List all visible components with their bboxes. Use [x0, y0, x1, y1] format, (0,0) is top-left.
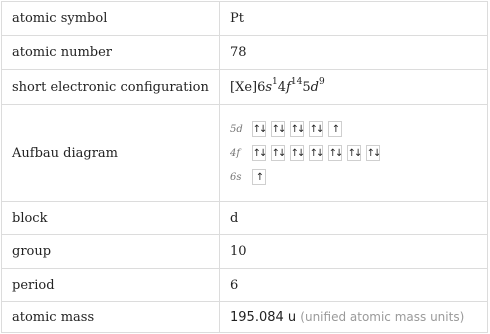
config-e: 9 [318, 77, 325, 88]
table-row [2, 36, 488, 70]
config-n: 4 [277, 79, 287, 95]
config-n: 6 [257, 79, 266, 95]
row-label: period [2, 269, 220, 302]
table-row [2, 235, 488, 269]
orbital-box: ↑↓ [252, 145, 266, 161]
element-properties-table [1, 1, 488, 333]
orbital-box: ↑↓ [366, 145, 380, 161]
atomic-mass-unit: (unified atomic mass units) [300, 309, 465, 324]
aufbau-orbitals [230, 117, 487, 189]
orbital-box: ↑↓ [347, 145, 361, 161]
orbital-row [230, 117, 487, 141]
row-label: group [2, 235, 220, 269]
aufbau-diagram [220, 105, 488, 202]
row-label: atomic number [2, 36, 220, 70]
config-e: 14 [290, 77, 303, 88]
row-label: block [2, 202, 220, 235]
orbital-box: ↑ [252, 169, 266, 185]
row-value: 10 [220, 235, 488, 269]
atomic-mass-value: 195.084 u [230, 309, 297, 325]
config-l: f [286, 79, 291, 95]
table-row [2, 269, 488, 302]
orbital-box: ↑↓ [309, 145, 323, 161]
table-row [2, 302, 488, 333]
orbital-box: ↑↓ [309, 121, 323, 137]
row-value: 6 [220, 269, 488, 302]
orbital-row [230, 141, 487, 165]
row-value: 78 [220, 36, 488, 70]
config-core: [Xe] [230, 79, 258, 95]
electronic-configuration [220, 70, 488, 105]
row-value [220, 302, 488, 333]
row-value: Pt [220, 2, 488, 36]
table-row [2, 105, 488, 202]
table-row [2, 2, 488, 36]
row-value: d [220, 202, 488, 235]
orbital-label: 5d [230, 123, 243, 135]
orbital-box: ↑↓ [271, 145, 285, 161]
config-e: 1 [272, 77, 278, 88]
row-label: atomic symbol [2, 2, 220, 36]
orbital-box: ↑↓ [271, 121, 285, 137]
table-row [2, 70, 488, 105]
orbital-label: 6s [230, 171, 242, 183]
orbital-box: ↑↓ [290, 145, 304, 161]
config-n: 5 [302, 79, 311, 95]
orbital-label: 4f [230, 147, 241, 159]
orbital-row [230, 165, 487, 189]
row-label: Aufbau diagram [2, 105, 220, 202]
orbital-box: ↑↓ [328, 145, 342, 161]
table-row [2, 202, 488, 235]
row-label: atomic mass [2, 302, 220, 333]
orbital-box: ↑↓ [252, 121, 266, 137]
orbital-box: ↑ [328, 121, 342, 137]
config-l: s [265, 79, 273, 95]
orbital-box: ↑↓ [290, 121, 304, 137]
row-label: short electronic configuration [2, 70, 220, 105]
config-l: d [310, 79, 319, 95]
